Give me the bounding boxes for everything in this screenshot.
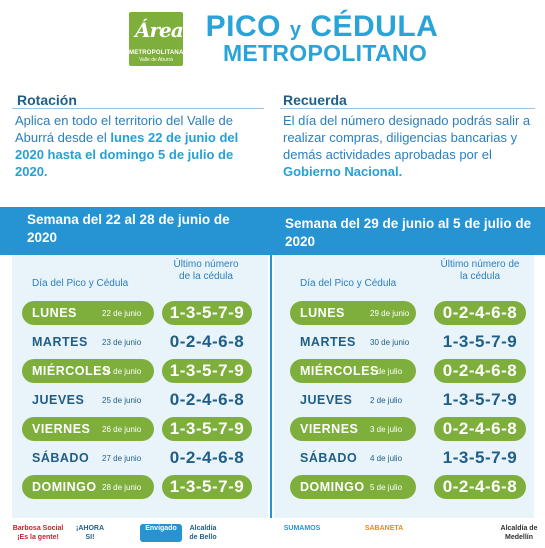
day-name: DOMINGO <box>32 480 97 494</box>
week1-day-pill <box>22 446 154 470</box>
week2-col-day: Día del Pico y Cédula <box>300 278 397 289</box>
day-date: 3 de julio <box>370 425 403 434</box>
week1-title: Semana del 22 al 28 de junio de 2020 <box>27 212 230 245</box>
day-date: 28 de junio <box>102 483 142 492</box>
week2-day-pill <box>290 388 416 412</box>
envigado-logo: Envigado <box>140 524 182 542</box>
day-date: 25 de junio <box>102 396 142 405</box>
week2-digits-pill: 1-3-5-7-9 <box>442 448 518 467</box>
day-name: MIÉRCOLES <box>300 364 379 378</box>
week2-day-pill <box>290 475 416 499</box>
week1-col-day: Día del Pico y Cédula <box>32 278 129 289</box>
day-name: SÁBADO <box>32 451 90 465</box>
day-date: 5 de julio <box>370 483 403 492</box>
day-date: 24 de junio <box>102 367 142 376</box>
day-date: 22 de junio <box>102 309 142 318</box>
week1-day-pill <box>22 388 154 412</box>
week2-digits-pill: 0-2-4-6-8 <box>434 301 526 325</box>
day-name: LUNES <box>32 306 77 320</box>
bello-logo: Alcaldía de Bello <box>189 525 217 541</box>
logo-line1: METROPOLITANA <box>129 50 184 56</box>
title-word-pico: PICO <box>205 10 282 43</box>
day-date: 30 de junio <box>370 338 410 347</box>
remember-text-plain: El día del número designado podrás salir a realizar compras, diligencias bancarias y demás actividades aprobadas por el <box>283 113 531 162</box>
week2-digits-pill: 0-2-4-6-8 <box>434 475 526 499</box>
week2-digits-pill: 1-3-5-7-9 <box>442 390 518 409</box>
day-name: LUNES <box>300 306 345 320</box>
day-name: VIERNES <box>32 422 91 436</box>
week2-title: Semana del 29 de junio al 5 de julio de 2020 <box>285 216 532 249</box>
day-name: JUEVES <box>300 393 353 407</box>
page-title <box>202 10 442 44</box>
area-metropolitana-logo <box>129 12 183 66</box>
day-date: 2 de julio <box>370 396 403 405</box>
remember-text <box>283 112 538 180</box>
week1-day-pill <box>22 359 154 383</box>
week1-digits-pill: 1-3-5-7-9 <box>162 359 252 383</box>
day-name: MARTES <box>300 335 356 349</box>
week2-day-pill <box>290 417 416 441</box>
week1-day-pill <box>22 301 154 325</box>
sabaneta-logo: SABANETA <box>364 525 404 532</box>
week2-digits-pill: 0-2-4-6-8 <box>434 417 526 441</box>
logo-script: Área <box>135 18 183 42</box>
week2-col-num: Último número de la cédula <box>440 259 520 282</box>
week1-digits-pill: 0-2-4-6-8 <box>169 448 245 467</box>
week1-day-pill <box>22 417 154 441</box>
week2-day-pill <box>290 446 416 470</box>
day-date: 4 de julio <box>370 454 403 463</box>
title-word-cedula: CÉDULA <box>310 10 439 43</box>
title-word-y: y <box>289 19 302 41</box>
week2-day-pill <box>290 359 416 383</box>
page-subtitle: METROPOLITANO <box>222 40 428 66</box>
rotation-text-plain: Aplica en todo el territorio del Valle de Aburrá desde el <box>15 113 233 145</box>
day-date: 23 de junio <box>102 338 142 347</box>
week2-digits-pill: 0-2-4-6-8 <box>434 359 526 383</box>
day-date: 26 de junio <box>102 425 142 434</box>
week1-digits-pill: 1-3-5-7-9 <box>162 475 252 499</box>
week2-day-pill <box>290 330 416 354</box>
remember-heading: Recuerda <box>283 92 347 108</box>
day-name: JUEVES <box>32 393 85 407</box>
week1-digits-pill: 1-3-5-7-9 <box>162 301 252 325</box>
week1-day-pill <box>22 330 154 354</box>
day-name: MARTES <box>32 335 88 349</box>
week2-day-pill <box>290 301 416 325</box>
rotation-text <box>15 112 267 180</box>
day-name: VIERNES <box>300 422 359 436</box>
week2-digits-pill: 1-3-5-7-9 <box>442 332 518 351</box>
day-name: MIÉRCOLES <box>32 364 111 378</box>
medellin-logo: Alcaldía de Medellín <box>500 525 538 541</box>
week1-digits-pill: 0-2-4-6-8 <box>169 332 245 351</box>
girardota-logo: ¡AHORA SI! <box>76 525 104 541</box>
remember-divider <box>280 108 535 109</box>
day-date: 27 de junio <box>102 454 142 463</box>
week1-digits-pill: 0-2-4-6-8 <box>169 390 245 409</box>
week1-day-pill <box>22 475 154 499</box>
week-divider <box>270 255 272 518</box>
barbosa-logo: Barbosa Social ¡Es la gente! <box>12 525 64 541</box>
rotation-divider <box>12 108 264 109</box>
rotation-heading: Rotación <box>17 92 77 108</box>
sponsor-footer <box>0 518 545 548</box>
logo-line2: Valle de Aburrá <box>139 57 173 63</box>
day-date: 29 de junio <box>370 309 410 318</box>
sumamos-logo: SUMAMOS <box>283 525 321 532</box>
week1-digits-pill: 1-3-5-7-9 <box>162 417 252 441</box>
day-name: SÁBADO <box>300 451 358 465</box>
rotation-text-bold: lunes 22 de junio del 2020 hasta el domingo 5 de julio de 2020. <box>15 130 239 179</box>
remember-text-bold: Gobierno Nacional. <box>283 164 403 179</box>
day-date: 1 de julio <box>370 367 403 376</box>
day-name: DOMINGO <box>300 480 365 494</box>
week1-col-num: Último número de la cédula <box>173 259 239 282</box>
